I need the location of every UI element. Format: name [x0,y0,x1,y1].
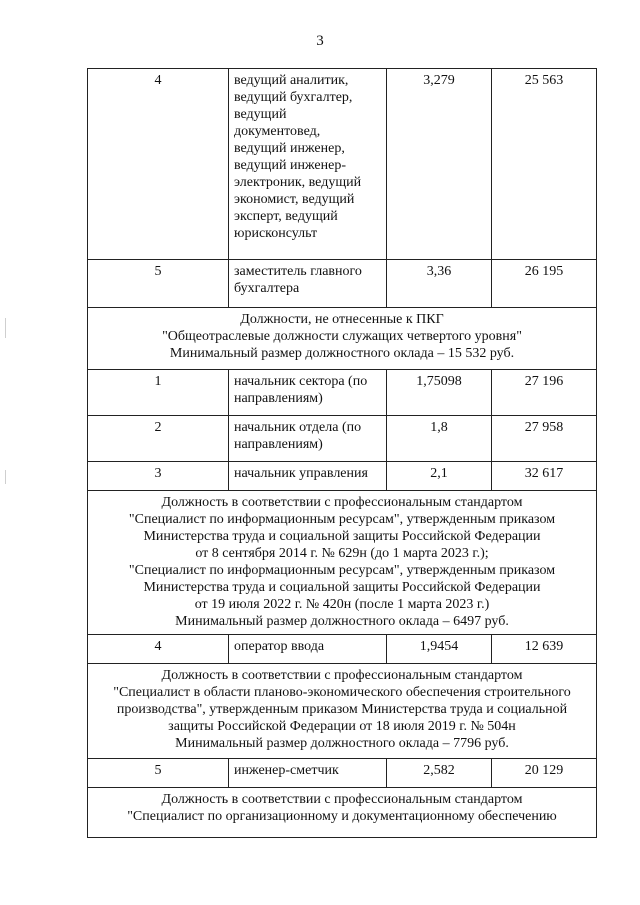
position-name-line: электроник, ведущий [234,175,362,190]
table-row [88,462,597,491]
row-number: 5 [88,759,229,788]
position-name-line: направлениям) [234,391,323,406]
section-heading-line: "Специалист по организационному и документационному обеспечению [127,809,557,824]
row-number: 4 [88,635,229,664]
table-row [88,416,597,462]
coefficient: 1,8 [387,416,492,462]
row-number: 5 [88,260,229,308]
section-heading-line: "Специалист по информационным ресурсам", утвержденным приказом [128,563,556,578]
salary: 27 958 [492,416,597,462]
position-name-line: бухгалтера [234,281,300,296]
salary: 32 617 [492,462,597,491]
section-heading-line: Министерства труда и социальной защиты Российской Федерации [143,580,541,595]
coefficient: 2,1 [387,462,492,491]
section-heading-row [88,491,597,635]
salary: 12 639 [492,635,597,664]
position-name-line: документовед, [234,124,321,139]
section-heading [88,788,597,838]
scan-edge-mark [5,470,6,484]
salary: 25 563 [492,69,597,260]
salary: 27 196 [492,370,597,416]
section-heading-line: Минимальный размер должностного оклада – 15 532 руб. [169,346,515,361]
section-heading-line: Минимальный размер должностного оклада – 7796 руб. [175,736,509,751]
scan-edge-mark [5,318,6,338]
position-name-line: начальник управления [234,466,368,481]
coefficient: 1,75098 [387,370,492,416]
position-name-line: ведущий бухгалтер, [234,90,353,105]
position-name [229,260,387,308]
section-heading [88,664,597,759]
salary: 20 129 [492,759,597,788]
section-heading-line: "Специалист по информационным ресурсам", утвержденным приказом [128,512,556,527]
position-name [229,462,387,491]
position-name-line: заместитель главного [234,264,362,279]
salary: 26 195 [492,260,597,308]
position-name [229,416,387,462]
position-name-line: оператор ввода [234,639,325,654]
position-name-line: экономист, ведущий [234,192,355,207]
coefficient: 2,582 [387,759,492,788]
section-heading-row [88,788,597,838]
section-heading-line: "Специалист в области планово-экономического обеспечения строительного [113,685,571,700]
section-heading-line: защиты Российской Федерации от 18 июля 2019 г. № 504н [168,719,516,734]
position-name-line: юрисконсульт [234,226,318,241]
table-row [88,260,597,308]
table-row [88,370,597,416]
table-row [88,69,597,260]
section-heading-line: Должность в соответствии с профессиональным стандартом [161,668,523,683]
position-name [229,69,387,260]
position-name-line: ведущий инженер- [234,158,346,173]
section-heading-line: "Общеотраслевые должности служащих четвертого уровня" [162,329,522,344]
row-number: 1 [88,370,229,416]
row-number: 2 [88,416,229,462]
row-number: 4 [88,69,229,260]
coefficient: 3,36 [387,260,492,308]
section-heading [88,491,597,635]
section-heading-line: Министерства труда и социальной защиты Российской Федерации [143,529,541,544]
position-name [229,635,387,664]
position-name-line: начальник сектора (по [234,374,368,389]
position-name [229,759,387,788]
position-name-line: начальник отдела (по [234,420,362,435]
page-number: 3 [316,33,324,49]
coefficient: 3,279 [387,69,492,260]
section-heading-line: производства", утвержденным приказом Министерства труда и социальной [116,702,568,717]
row-number: 3 [88,462,229,491]
coefficient: 1,9454 [387,635,492,664]
section-heading-line: Должности, не отнесенные к ПКГ [240,312,444,327]
section-heading-line: от 8 сентября 2014 г. № 629н (до 1 марта 2023 г.); [195,546,489,561]
section-heading-row [88,308,597,370]
section-heading-line: Должность в соответствии с профессиональным стандартом [161,495,523,510]
salary-table [87,68,597,838]
position-name-line: ведущий [234,107,287,122]
section-heading-line: от 19 июля 2022 г. № 420н (после 1 марта 2023 г.) [194,597,490,612]
table-row [88,759,597,788]
position-name-line: ведущий инженер, [234,141,345,156]
position-name-line: ведущий аналитик, [234,73,349,88]
section-heading-line: Должность в соответствии с профессиональным стандартом [161,792,523,807]
table-row [88,635,597,664]
position-name [229,370,387,416]
section-heading-line: Минимальный размер должностного оклада – 6497 руб. [175,614,509,629]
position-name-line: эксперт, ведущий [234,209,338,224]
position-name-line: направлениям) [234,437,323,452]
section-heading [88,308,597,370]
position-name-line: инженер-сметчик [234,763,339,778]
section-heading-row [88,664,597,759]
